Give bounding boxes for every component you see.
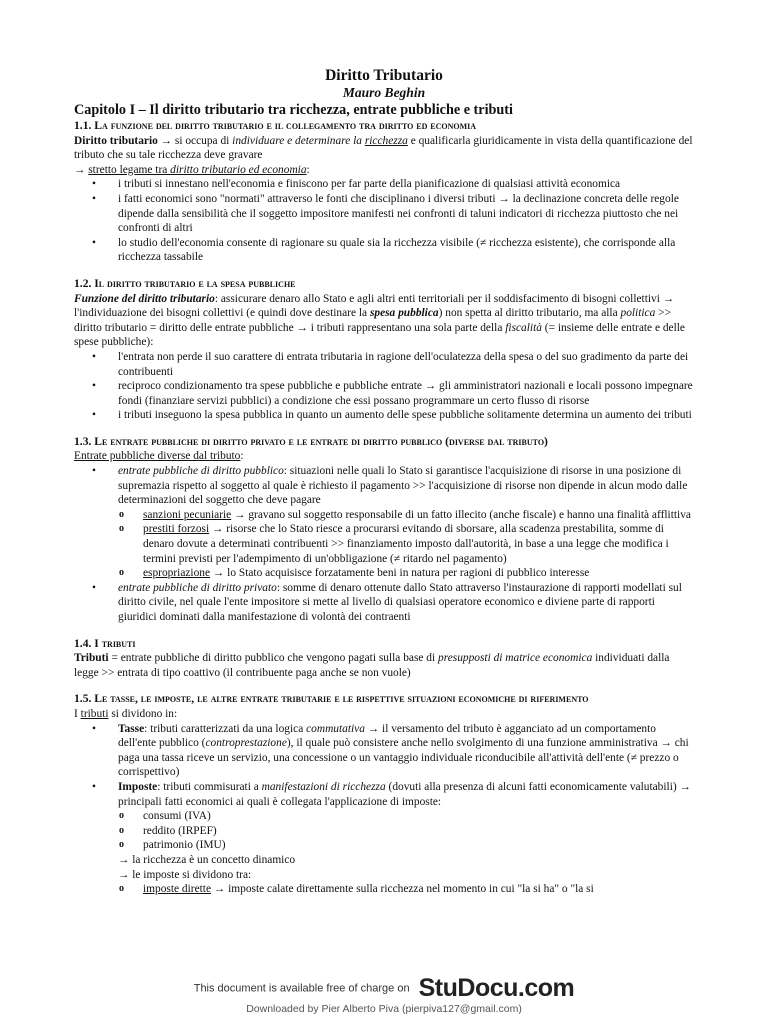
sub-list-item: o imposte dirette → imposte calate direttamente sulla ricchezza nel momento in cui "la si ha" o "la si: [74, 882, 694, 897]
document-page: [74, 66, 694, 897]
paragraph: Tributi = entrate pubbliche di diritto pubblico che vengono pagati sulla base di presupposti di matrice economica individuati dalla legge >> entrata di tipo coattivo (il contribuente paga anche se non vuole): [74, 652, 670, 679]
paragraph: Diritto tributario → si occupa di individuare e determinare la ricchezza e qualificarla giuridicamente in vista della quantificazione del tributo che su tale ricchezza deve gravare: [74, 134, 693, 162]
document-title: Diritto Tributario: [325, 67, 443, 84]
paragraph: I tributi si dividono in:: [74, 707, 178, 720]
paragraph: → stretto legame tra diritto tributario ed economia:: [74, 163, 310, 176]
list-item: • entrate pubbliche di diritto privato: somme di denaro ottenute dallo Stato attraverso l'instaurazione di rapporti modellati sul diritto civile, nel quale l'ente impositore si mette al livello di qualsiasi operatore economico e diviene parte di rapporti giuridici dominati dalla manifestazione di volontà dei contraenti: [74, 581, 694, 625]
sub-list-item: o patrimonio (IMU): [74, 838, 694, 853]
section-heading-1-5: 1.5. Le tasse, le imposte, le altre entrate tributarie e le rispettive situazioni economiche di riferimento: [74, 692, 589, 706]
bullet-list: [74, 350, 694, 423]
section-heading-1-1: 1.1. La funzione del diritto tributario e il collegamento tra diritto ed economia: [74, 119, 477, 132]
list-item: • lo studio dell'economia consente di ragionare su quale sia la ricchezza visibile (≠ ricchezza esistente), che corrisponde alla ricchezza tassabile: [74, 236, 694, 265]
section-heading-1-4: 1.4. I tributi: [74, 636, 136, 650]
sub-list-item: o prestiti forzosi → risorse che lo Stato riesce a procurarsi evitando di sborsare, alla scadenza prestabilita, somme di denaro dovute a determinati contribuenti >> finanziamento imposto dall'autorità, in base a una legge che modifica i termini previsti per l'adempimento di un'obbligazione (≠ ritardo nel pagamento): [74, 522, 694, 566]
paragraph: Entrate pubbliche diverse dal tributo:: [74, 450, 244, 463]
list-item: • i fatti economici sono "normati" attraverso le fonti che disciplinano i diversi tributi → la declinazione concreta delle regole dipende dalla sensibilità che il soggetto impositore manifesti nei confronti di taluni indicatori di ricchezza piuttosto che nei confronti di altri: [74, 192, 694, 236]
sub-list: [118, 882, 694, 897]
sub-list: [118, 809, 694, 853]
downloaded-by-text: Downloaded by Pier Alberto Piva (pierpiva127@gmail.com): [246, 1003, 522, 1015]
list-item: • entrate pubbliche di diritto pubblico: situazioni nelle quali lo Stato si garantisce l'acquisizione di risorse in una posizione di supremazia rispetto al soggetto al quale è richiesto il pagamento >> l'acquisizione di risorse non dipende in alcun modo dalle determinazioni del soggetto che deve pagare o sanzioni pecuniarie → gravano sul soggetto responsabile di un fatto illecito (anche fiscale) e hanno una finalità afflittiva o prestiti forzosi → risorse che lo Stato riesce a procurarsi evitando di sborsare, alla scadenza prestabilita, somme di denaro dovute a determinati contribuenti >> finanziamento imposto dall'autorità, in base a una legge che modifica i termini previsti per l'adempimento di un'obbligazione (≠ ritardo nel pagamento) o espropriazione → lo Stato acquisisce forzatamente beni in natura per ragioni di pubblico interesse: [74, 464, 694, 581]
document-author: Mauro Beghin: [342, 85, 426, 100]
section-heading-1-3: 1.3. Le entrate pubbliche di diritto privato e le entrate di diritto pubblico (diverse dal tributo): [74, 434, 548, 448]
chapter-heading: Capitolo I – Il diritto tributario tra ricchezza, entrate pubbliche e tributi: [74, 102, 513, 118]
list-item: • Imposte: tributi commisurati a manifestazioni di ricchezza (dovuti alla presenza di alcuni fatti economicamente valutabili) → principali fatti economici ai quali è collegata l'applicazione di imposte: o consumi (IVA) o reddito (IRPEF) o patrimonio (IMU) → la ricchezza è un concetto dinamico → le imposte si dividono tra: o imposte dirette → imposte calate direttamente sulla ricchezza nel momento in cui "la si ha" o "la si: [74, 780, 694, 897]
list-item: • Tasse: tributi caratterizzati da una logica commutativa → il versamento del tributo è agganciato ad un comportamento dell'ente pubblico (controprestazione), il quale può consistere anche nello svolgimento di una funzione amministrativa → chi paga una tassa riceve un servizio, una concessione o un vantaggio individuale riconducibile all'attività dell'ente (≠ prezzo o corrispettivo): [74, 722, 694, 780]
bullet-list: [74, 177, 694, 265]
availability-text: This document is available free of charge on: [193, 982, 410, 995]
list-item: • l'entrata non perde il suo carattere di entrata tributaria in ragione dell'oculatezza della spesa o del suo gradimento da parte dei contribuenti: [74, 350, 694, 379]
sub-list-item: o reddito (IRPEF): [74, 824, 694, 839]
sub-list-item: o consumi (IVA): [74, 809, 694, 824]
list-item: • i tributi inseguono la spesa pubblica in quanto un aumento delle spese pubbliche solitamente determina un aumento dei tributi: [74, 408, 694, 423]
bullet-list: [74, 464, 694, 625]
list-item: • reciproco condizionamento tra spese pubbliche e pubbliche entrate → gli amministratori nazionali e locali possono impegnare fondi (finanziare servizi pubblici) a condizione che essi possano programmare un certo flusso di risorse: [74, 379, 694, 408]
list-item: • i tributi si innestano nell'economia e finiscono per far parte della pianificazione di qualsiasi attività economica: [74, 177, 694, 192]
bullet-list: [74, 722, 694, 897]
sub-list-item: o sanzioni pecuniarie → gravano sul soggetto responsabile di un fatto illecito (anche fiscale) e hanno una finalità afflittiva: [74, 508, 694, 523]
arrow-note: → la ricchezza è un concetto dinamico: [118, 853, 296, 866]
section-heading-1-2: 1.2. Il diritto tributario e la spesa pubbliche: [74, 276, 296, 290]
paragraph: Funzione del diritto tributario: assicurare denaro allo Stato e agli altri enti territoriali per il soddisfacimento di bisogni collettivi → l'individuazione dei bisogni collettivi (e quindi dove destinare la spesa pubblica) non spetta al diritto tributario, ma alla politica >> diritto tributario = diritto delle entrate pubbliche → i tributi rappresentano una sola parte della fiscalità (= insieme delle entrate e delle spese pubbliche):: [74, 292, 685, 349]
sub-list: [118, 508, 694, 581]
studocu-logo[interactable]: StuDocu.com: [418, 974, 575, 1002]
sub-list-item: o espropriazione → lo Stato acquisisce forzatamente beni in natura per ragioni di pubblico interesse: [74, 566, 694, 581]
arrow-note: → le imposte si dividono tra:: [118, 868, 252, 881]
footer-availability: [0, 974, 768, 1003]
